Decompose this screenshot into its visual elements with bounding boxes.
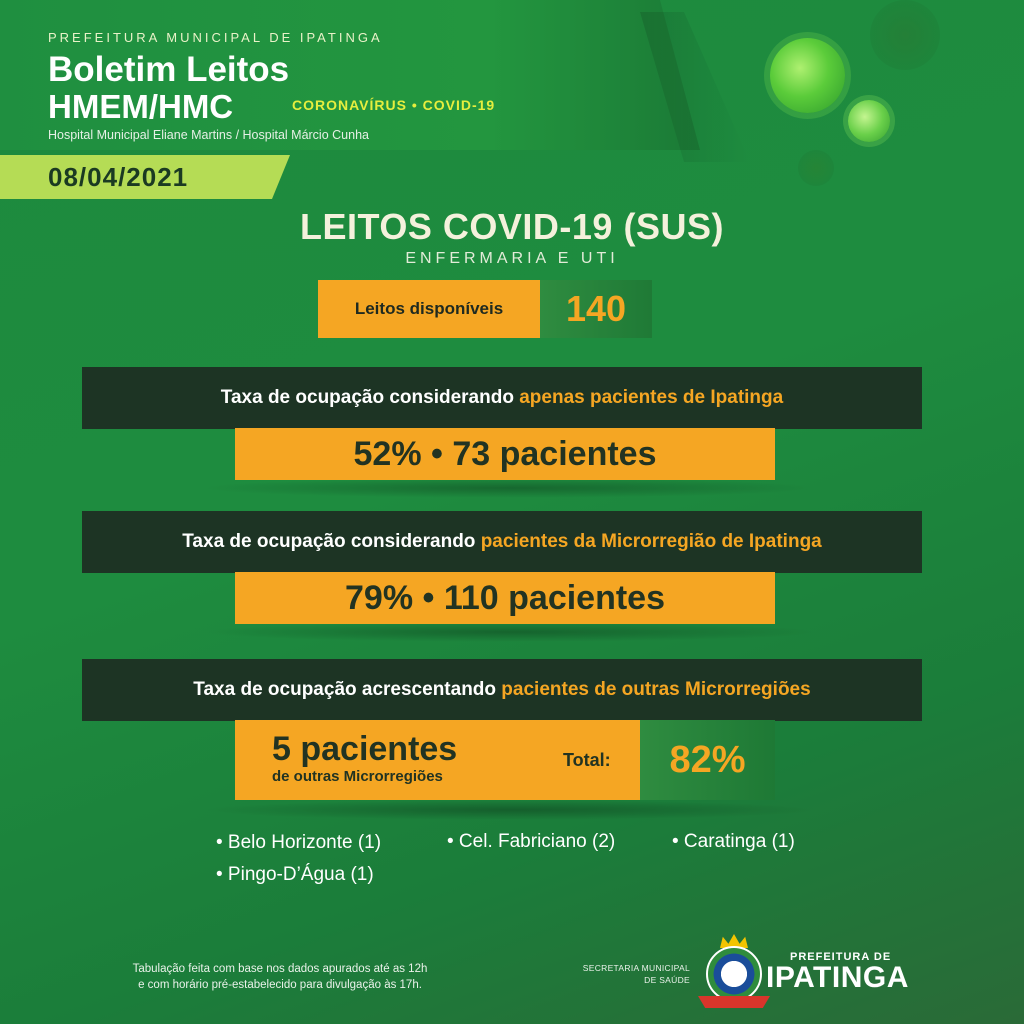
location-item: • Cel. Fabriciano (2) [447,831,616,852]
bar-shadow [200,800,820,820]
footer-note-line: e com horário pré-estabelecido para divulgação às 17h. [138,979,422,991]
virus-icon [848,100,890,142]
occupancy-header-highlight: pacientes de outras Microrregiões [501,679,811,700]
available-beds-label: Leitos disponíveis [318,280,540,338]
occupancy-header-other-regions [82,659,922,721]
available-beds-value: 140 [540,280,652,338]
page-title-hospitals: HMEM/HMC [48,88,234,125]
page-title: Boletim Leitos [48,50,290,89]
topic-tag: CORONAVÍRUS • COVID-19 [292,97,496,113]
secretaria-line: DE SAÚDE [644,975,690,985]
virus-icon [798,150,834,186]
bar-shadow [200,478,820,498]
occupancy-header-microregion [82,511,922,573]
occupancy-header-prefix: Taxa de ocupação acrescentando [193,679,497,700]
location-item: • Pingo-D’Água (1) [216,864,374,885]
prefeitura-label: PREFEITURA DE [790,951,892,963]
seal-ribbon-icon [698,996,770,1008]
occupancy-header-highlight: apenas pacientes de Ipatinga [519,387,784,408]
occupancy-header-ipatinga [82,367,922,429]
secretaria-line: SECRETARIA MUNICIPAL [582,963,690,973]
section-title: LEITOS COVID-19 (SUS) [300,206,724,247]
total-label: Total: [563,750,611,770]
virus-icon [770,38,845,113]
footer-note-line: Tabulação feita com base nos dados apurados até as 12h [132,963,428,975]
city-seal-icon [706,946,762,1002]
occupancy-header-highlight: pacientes da Microrregião de Ipatinga [480,531,822,552]
bulletin-date: 08/04/2021 [48,162,189,192]
occupancy-header-prefix: Taxa de ocupação considerando [182,531,476,552]
occupancy-header-prefix: Taxa de ocupação considerando [220,387,514,408]
occupancy-value-ipatinga: 52% • 73 pacientes [235,428,775,480]
footer-note [80,961,480,993]
city-logo-text: IPATINGA [766,961,909,994]
hospitals-subtitle: Hospital Municipal Eliane Martins / Hospital Márcio Cunha [48,128,369,142]
location-item: • Caratinga (1) [672,831,795,852]
secretaria-label [560,962,690,986]
total-value: 82% [640,720,775,800]
org-name: PREFEITURA MUNICIPAL DE IPATINGA [48,30,383,45]
other-regions-count: 5 pacientes [272,730,458,768]
section-subtitle: ENFERMARIA E UTI [405,250,619,267]
virus-icon [870,0,940,70]
other-regions-count-sub: de outras Microrregiões [272,768,443,785]
occupancy-value-microregion: 79% • 110 pacientes [235,572,775,624]
bar-shadow [200,622,820,642]
location-item: • Belo Horizonte (1) [216,832,382,853]
